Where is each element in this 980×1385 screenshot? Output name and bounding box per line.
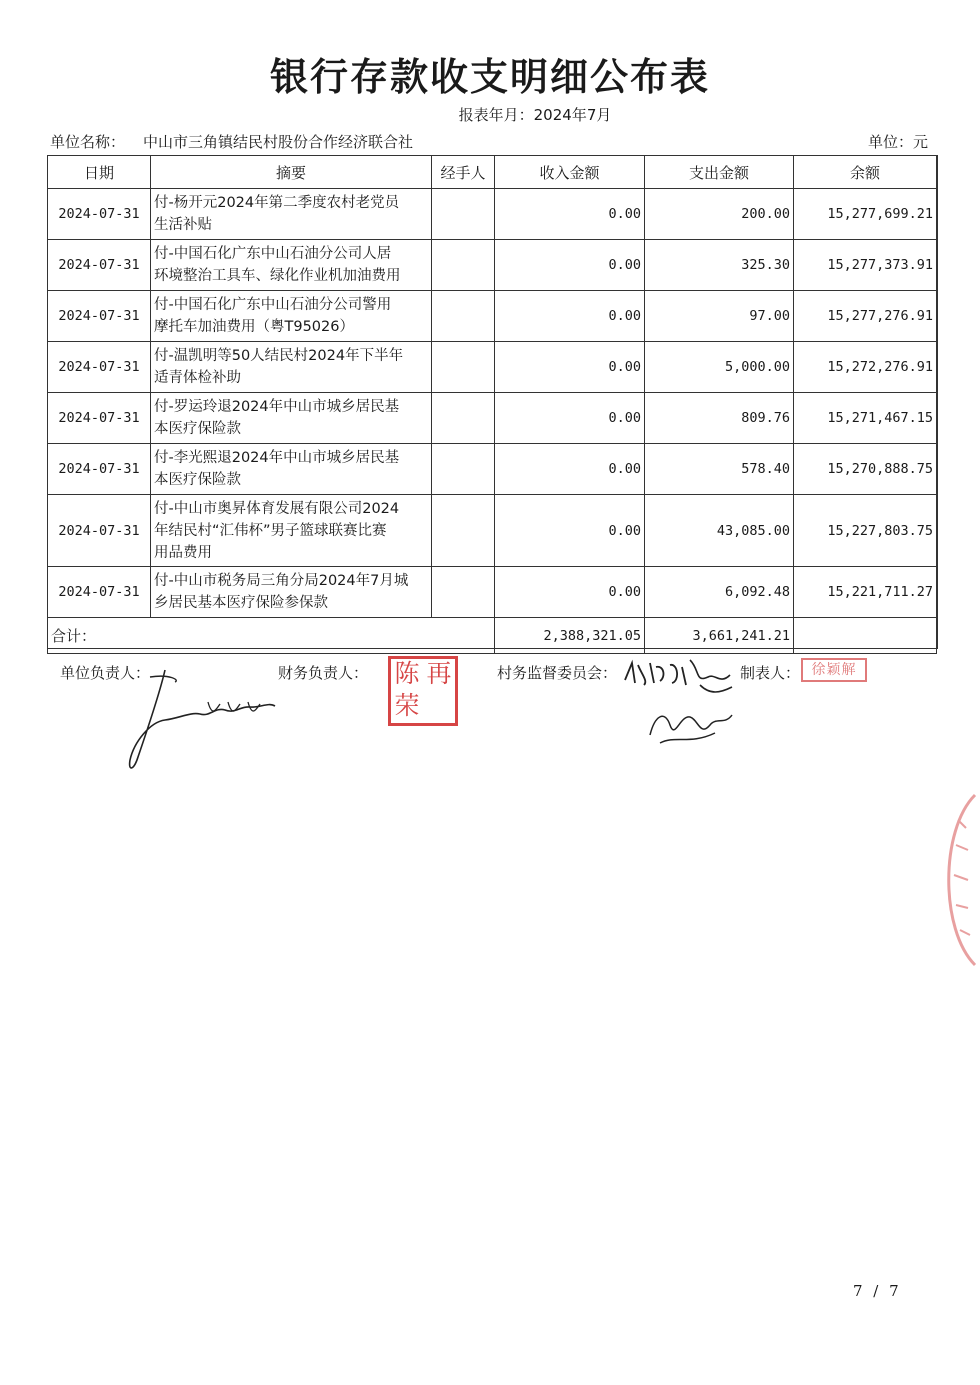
balance-cell: 15,272,276.91 bbox=[794, 342, 937, 393]
stamp-char: 陈 bbox=[394, 659, 420, 688]
total-label: 合计： bbox=[48, 618, 495, 654]
balance-cell: 15,271,467.15 bbox=[794, 393, 937, 444]
total-balance-cell bbox=[794, 618, 937, 654]
total-row bbox=[48, 618, 937, 654]
currency-unit: 单位：元 bbox=[867, 133, 928, 151]
table-row bbox=[48, 240, 937, 291]
summary-line: 付-中山市税务局三角分局2024年7月城 bbox=[154, 573, 409, 589]
table-row bbox=[48, 444, 937, 495]
summary-cell bbox=[151, 567, 432, 618]
table-row bbox=[48, 342, 937, 393]
summary-line: 年结民村“汇伟杯”男子篮球联赛比赛 bbox=[154, 522, 387, 539]
date-cell: 2024-07-31 bbox=[48, 189, 151, 240]
summary-cell bbox=[151, 342, 432, 393]
preparer-stamp: 徐颖解 bbox=[801, 658, 867, 682]
table-row bbox=[48, 567, 937, 618]
supervisory-committee-signatures bbox=[620, 655, 750, 750]
summary-cell bbox=[151, 189, 432, 240]
date-cell: 2024-07-31 bbox=[48, 444, 151, 495]
handler-cell bbox=[432, 495, 495, 567]
balance-cell: 15,277,276.91 bbox=[794, 291, 937, 342]
income-cell: 0.00 bbox=[495, 240, 645, 291]
expense-cell: 43,085.00 bbox=[645, 495, 794, 567]
summary-cell bbox=[151, 240, 432, 291]
expense-cell: 97.00 bbox=[645, 291, 794, 342]
income-cell: 0.00 bbox=[495, 444, 645, 495]
summary-line: 本医疗保险款 bbox=[154, 472, 241, 488]
column-header-expense: 支出金额 bbox=[645, 156, 794, 189]
unit-head-signature bbox=[120, 662, 290, 777]
handler-cell bbox=[432, 444, 495, 495]
date-cell: 2024-07-31 bbox=[48, 495, 151, 567]
date-cell: 2024-07-31 bbox=[48, 393, 151, 444]
date-cell: 2024-07-31 bbox=[48, 240, 151, 291]
date-cell: 2024-07-31 bbox=[48, 342, 151, 393]
table-row bbox=[48, 291, 937, 342]
summary-line: 乡居民基本医疗保险参保款 bbox=[154, 595, 328, 611]
handler-cell bbox=[432, 291, 495, 342]
total-income: 2,388,321.05 bbox=[495, 618, 645, 654]
expense-cell: 200.00 bbox=[645, 189, 794, 240]
handler-cell bbox=[432, 393, 495, 444]
balance-cell: 15,277,373.91 bbox=[794, 240, 937, 291]
official-seal-edge bbox=[920, 790, 980, 970]
summary-line: 用品费用 bbox=[154, 544, 212, 561]
header-row bbox=[48, 156, 937, 189]
balance-cell: 15,270,888.75 bbox=[794, 444, 937, 495]
unit-head-label: 单位负责人： bbox=[60, 664, 151, 682]
income-cell: 0.00 bbox=[495, 393, 645, 444]
summary-line: 付-中山市奥昇体育发展有限公司2024 bbox=[154, 500, 400, 517]
stamp-char: 再 bbox=[426, 659, 452, 688]
summary-cell bbox=[151, 495, 432, 567]
summary-line: 付-李光熙退2024年中山市城乡居民基 bbox=[154, 450, 400, 466]
income-cell: 0.00 bbox=[495, 291, 645, 342]
report-period: 报表年月：2024年7月 bbox=[458, 106, 612, 124]
summary-line: 付-杨开元2024年第二季度农村老党员 bbox=[154, 195, 400, 211]
preparer-label: 制表人： bbox=[740, 664, 801, 682]
summary-line: 付-中国石化广东中山石油分公司警用 bbox=[154, 297, 392, 313]
total-expense: 3,661,241.21 bbox=[645, 618, 794, 654]
summary-line: 摩托车加油费用（粤T95026） bbox=[154, 319, 354, 335]
handler-cell bbox=[432, 342, 495, 393]
income-cell: 0.00 bbox=[495, 189, 645, 240]
handler-cell bbox=[432, 567, 495, 618]
summary-line: 付-温凯明等50人结民村2024年下半年 bbox=[154, 348, 404, 364]
summary-line: 生活补贴 bbox=[154, 217, 212, 233]
unit-name-label: 单位名称： bbox=[50, 133, 126, 151]
summary-cell bbox=[151, 291, 432, 342]
summary-line: 付-罗运玲退2024年中山市城乡居民基 bbox=[154, 399, 400, 415]
expense-cell: 5,000.00 bbox=[645, 342, 794, 393]
finance-head-label: 财务负责人： bbox=[278, 664, 369, 682]
table-row bbox=[48, 495, 937, 567]
expense-cell: 809.76 bbox=[645, 393, 794, 444]
date-cell: 2024-07-31 bbox=[48, 567, 151, 618]
income-cell: 0.00 bbox=[495, 495, 645, 567]
table-row bbox=[48, 393, 937, 444]
summary-cell bbox=[151, 444, 432, 495]
column-header-summary: 摘要 bbox=[151, 156, 432, 189]
balance-cell: 15,221,711.27 bbox=[794, 567, 937, 618]
date-cell: 2024-07-31 bbox=[48, 291, 151, 342]
summary-line: 付-中国石化广东中山石油分公司人居 bbox=[154, 246, 392, 262]
summary-cell bbox=[151, 393, 432, 444]
stamp-char: 荣 bbox=[394, 691, 420, 720]
expense-cell: 578.40 bbox=[645, 444, 794, 495]
balance-cell: 15,227,803.75 bbox=[794, 495, 937, 567]
summary-line: 适青体检补助 bbox=[154, 370, 241, 386]
supervisory-committee-label: 村务监督委员会： bbox=[497, 664, 618, 682]
column-header-date: 日期 bbox=[48, 156, 151, 189]
summary-line: 环境整治工具车、绿化作业机加油费用 bbox=[154, 268, 401, 284]
income-cell: 0.00 bbox=[495, 342, 645, 393]
summary-line: 本医疗保险款 bbox=[154, 421, 241, 437]
document-title: 银行存款收支明细公布表 bbox=[269, 54, 710, 99]
table-row bbox=[48, 189, 937, 240]
expense-cell: 325.30 bbox=[645, 240, 794, 291]
balance-cell: 15,277,699.21 bbox=[794, 189, 937, 240]
expense-cell: 6,092.48 bbox=[645, 567, 794, 618]
finance-head-stamp bbox=[388, 656, 458, 726]
column-header-handler: 经手人 bbox=[432, 156, 495, 189]
handler-cell bbox=[432, 189, 495, 240]
handler-cell bbox=[432, 240, 495, 291]
page-number: 7 / 7 bbox=[853, 1282, 902, 1300]
unit-name: 中山市三角镇结民村股份合作经济联合社 bbox=[143, 133, 414, 151]
column-header-income: 收入金额 bbox=[495, 156, 645, 189]
income-cell: 0.00 bbox=[495, 567, 645, 618]
column-header-balance: 余额 bbox=[794, 156, 937, 189]
ledger-table bbox=[47, 155, 937, 654]
